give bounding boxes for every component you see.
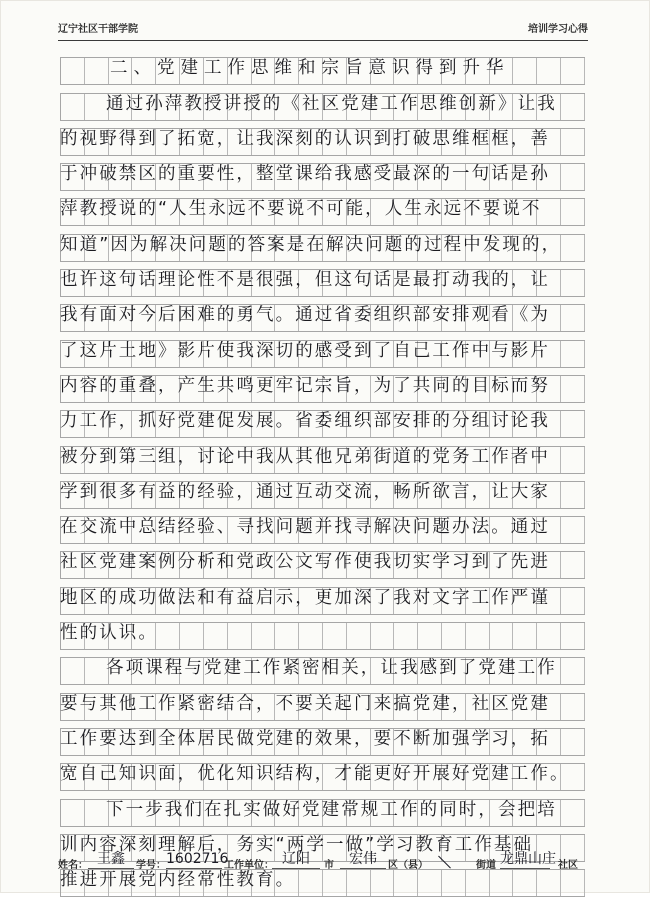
community-label: 社区 <box>558 860 578 871</box>
handwritten-line: 通过孙萍教授讲授的《社区党建工作思维创新》让我 <box>106 93 557 114</box>
writing-grid <box>60 50 585 897</box>
grid-row <box>60 615 585 650</box>
grid-row <box>60 50 585 85</box>
handwritten-line: 内容的重叠，产生共鸣更牢记宗旨，为了共同的目标而努 <box>60 375 550 396</box>
handwritten-line: 也许这句话理论性不是很强，但这句话是最打动我的，让 <box>60 270 550 291</box>
page-footer <box>58 850 588 872</box>
name-value: 王鑫 <box>88 850 134 869</box>
grid-row <box>60 297 585 332</box>
county-value: ＼ <box>438 856 452 871</box>
work-unit-label: 工作单位： <box>224 860 274 871</box>
handwritten-line: 萍教授说的“人生永远不要说不可能，人生永远不要说不 <box>60 199 542 220</box>
handwritten-line: 要与其他工作紧密结合，不要关起门来搞党建，社区党建 <box>60 693 550 714</box>
city-label: 市 <box>324 860 334 871</box>
grid-row <box>60 368 585 403</box>
handwritten-line: 于冲破禁区的重要性，整堂课给我感受最深的一句话是孙 <box>60 164 550 185</box>
city-value: 辽阳 <box>272 850 320 869</box>
grid-row <box>60 685 585 720</box>
street-value: 龙鼎山庄 <box>500 851 556 867</box>
grid-row <box>60 191 585 226</box>
grid-row <box>60 509 585 544</box>
grid-row <box>60 721 585 756</box>
grid-row <box>60 544 585 579</box>
grid-row <box>60 438 585 473</box>
street-label: 街道 <box>476 860 496 871</box>
grid-row <box>60 650 585 685</box>
handwritten-line: 我有面对今后困难的勇气。通过省委组织部安排观看《为 <box>60 305 550 326</box>
grid-row <box>60 756 585 791</box>
handwritten-line: 被分到第三组，讨论中我从其他兄弟街道的党务工作者中 <box>60 446 550 467</box>
header-divider <box>58 40 588 41</box>
grid-row <box>60 791 585 826</box>
grid-row <box>60 474 585 509</box>
handwritten-line: 知道”因为解决问题的答案是在解决问题的过程中发现的， <box>60 234 562 255</box>
handwritten-line: 力工作，抓好党建促发展。省委组织部安排的分组讨论我 <box>60 411 550 432</box>
grid-row <box>60 226 585 261</box>
grid-row <box>60 579 585 614</box>
handwritten-line: 性的认识。 <box>60 623 158 644</box>
handwritten-line: 推进开展党内经常性教育。 <box>60 870 296 891</box>
handwritten-line: 学到很多有益的经验，通过互动交流，畅所欲言，让大家 <box>60 481 550 502</box>
district-value: 宏伟 <box>340 850 386 869</box>
handwritten-line: 的视野得到了拓宽，让我深刻的认识到打破思维框框，善 <box>60 128 550 149</box>
student-id-value: 1602716 <box>166 851 229 867</box>
student-id-label: 学号： <box>136 860 166 871</box>
handwritten-line: 各项课程与党建工作紧密相关，让我感到了党建工作 <box>106 658 557 679</box>
handwritten-line: 地区的成功做法和有益启示，更加深了我对文字工作严谨 <box>60 587 550 608</box>
handwritten-line: 在交流中总结经验、寻找问题并找寻解决问题办法。通过 <box>60 517 550 538</box>
district-label: 区（县） <box>388 860 428 871</box>
grid-row <box>60 121 585 156</box>
handwritten-line: 了这片土地》影片使我深切的感受到了自己工作中与影片 <box>60 340 550 361</box>
grid-row <box>60 156 585 191</box>
handwritten-line: 宽自己知识面，优化知识结构，才能更好开展好党建工作。 <box>60 764 570 785</box>
handwritten-line: 工作要达到全体居民做党建的效果，要不断加强学习，拓 <box>60 728 550 749</box>
section-heading: 二、党建工作思维和宗旨意识得到升华 <box>110 58 510 79</box>
handwritten-line: 下一步我们在扎实做好党建常规工作的同时，会把培 <box>106 799 557 820</box>
handwritten-line: 社区党建案例分析和党政公文写作使我切实学习到了先进 <box>60 552 550 573</box>
document-type: 培训学习心得 <box>528 24 588 35</box>
grid-row <box>60 403 585 438</box>
handwritten-line: 训内容深刻理解后，务实“两学一做”学习教育工作基础 <box>60 834 534 855</box>
grid-row <box>60 262 585 297</box>
school-name: 辽宁社区干部学院 <box>58 24 138 35</box>
grid-row <box>60 332 585 367</box>
name-label: 姓名： <box>58 860 88 871</box>
page-header <box>58 16 588 36</box>
grid-row <box>60 85 585 120</box>
